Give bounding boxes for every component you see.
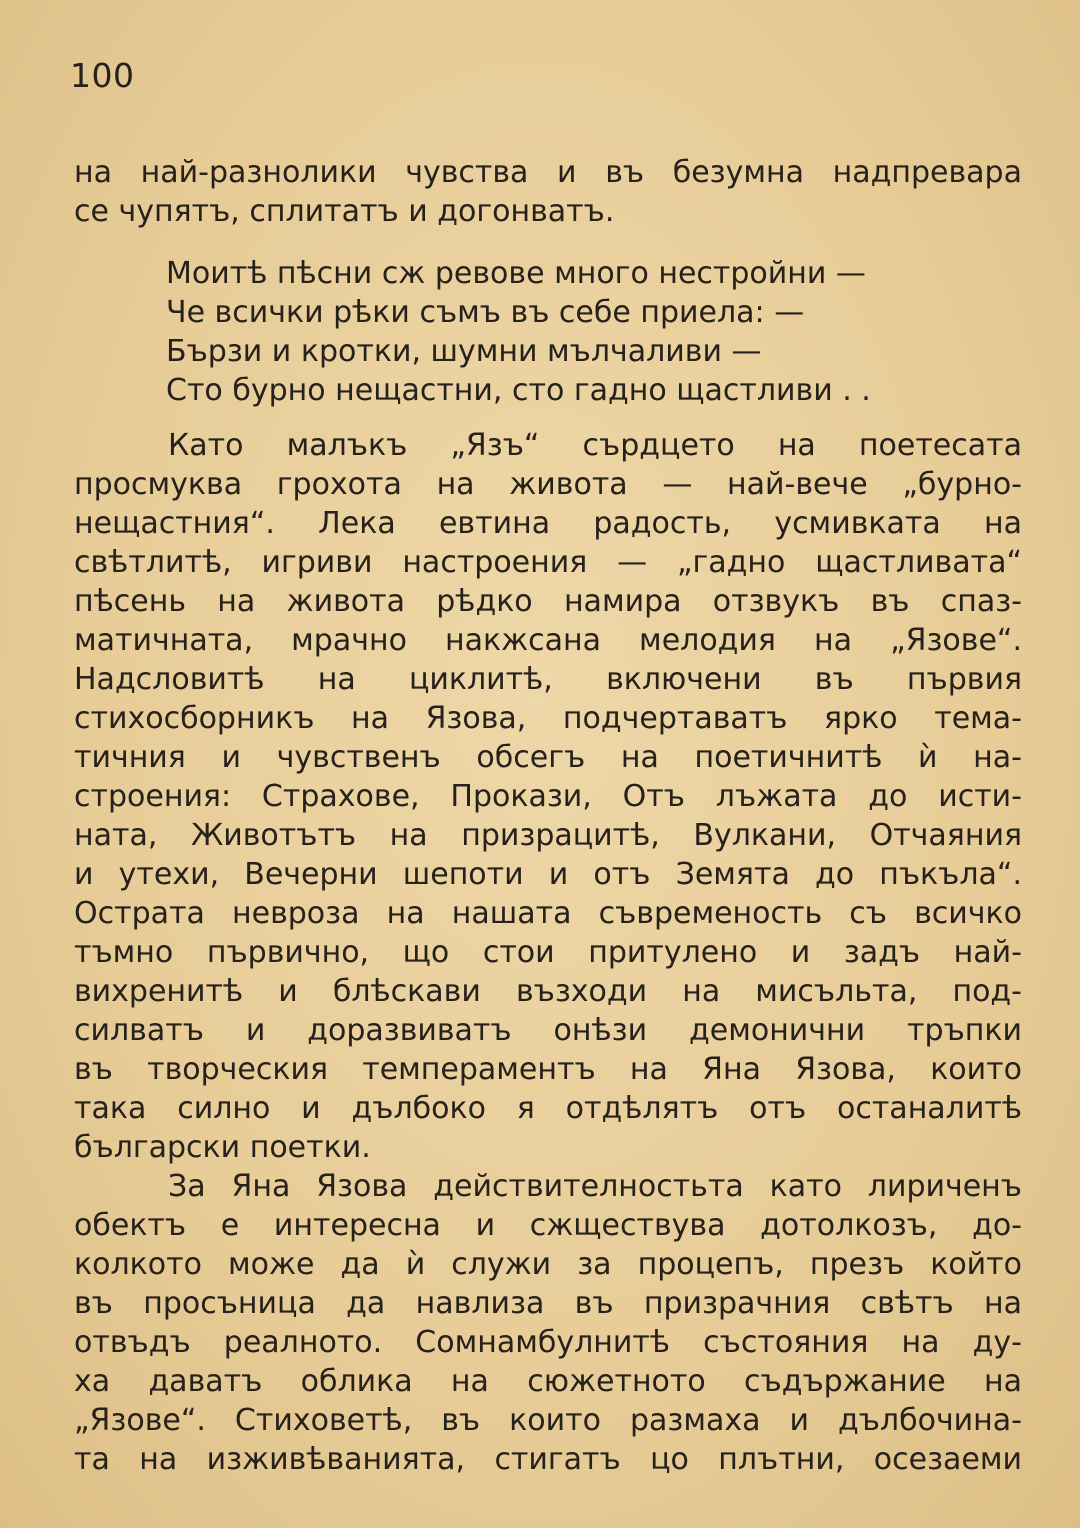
text-line: свѣтлитѣ, игриви настроения — „гадно щастливата“ xyxy=(74,545,1022,580)
text-line: въ просъница да навлиза въ призрачния свѣтъ на xyxy=(74,1286,1022,1321)
text-line: въ творческия темпераментъ на Яна Язова, които xyxy=(74,1052,1022,1087)
text-line: се чупятъ, сплитатъ и догонватъ. xyxy=(74,194,615,229)
text-line: обектъ е интересна и сжществува дотолкозъ, до- xyxy=(74,1208,1022,1243)
text-line: просмуква грохота на живота — най-вече „бурно- xyxy=(74,467,1022,502)
text-line: Като малъкъ „Язъ“ сърдцето на поетесата xyxy=(168,428,1022,463)
poem-line: Сто бурно нещастни, сто гадно щастливи . . xyxy=(166,373,871,408)
poem-line: Че всички рѣки съмъ въ себе приела: — xyxy=(166,295,805,330)
text-line: пѣсень на живота рѣдко намира отзвукъ въ спаз- xyxy=(74,584,1022,619)
intro-paragraph xyxy=(74,153,1022,231)
text-line: та на изживѣванията, стигатъ цо плътни, осезаеми xyxy=(74,1442,1022,1477)
text-line: силватъ и доразвиватъ онѣзи демонични тръпки xyxy=(74,1013,1022,1048)
text-line: тичния и чувственъ обсегъ на поетичнитѣ ѝ на- xyxy=(74,740,1022,775)
text-line: Острата невроза на нашата съвременость съ всичко xyxy=(74,896,1022,931)
paragraph-1 xyxy=(74,426,1022,1167)
text-line: За Яна Язова действителностьта като лириченъ xyxy=(168,1169,1022,1204)
poem-line: Моитѣ пѣсни сж ревове много нестройни — xyxy=(166,256,866,291)
text-line: отвъдъ реалното. Сомнамбулнитѣ състояния на ду- xyxy=(74,1325,1022,1360)
text-line: и утехи, Вечерни шепоти и отъ Земята до пъкъла“. xyxy=(74,857,1022,892)
text-line: Надсловитѣ на циклитѣ, включени въ първия xyxy=(74,662,1022,697)
text-line: ха даватъ облика на сюжетното съдържание на xyxy=(74,1364,1022,1399)
text-line: нещастния“. Лека евтина радость, усмивката на xyxy=(74,506,1022,541)
text-line: „Язове“. Стиховетѣ, въ които размаха и дълбочина- xyxy=(74,1403,1022,1438)
text-line: колкото може да ѝ служи за процепъ, презъ който xyxy=(74,1247,1022,1282)
text-line: вихренитѣ и блѣскави възходи на мисъльта, под- xyxy=(74,974,1022,1009)
text-line: български поетки. xyxy=(74,1130,371,1165)
text-line: така силно и дълбоко я отдѣлятъ отъ останалитѣ xyxy=(74,1091,1022,1126)
text-line: тъмно първично, що стои притулено и задъ най- xyxy=(74,935,1022,970)
text-line: стихосборникъ на Язова, подчертаватъ ярко тема- xyxy=(74,701,1022,736)
poem-line: Бързи и кротки, шумни мълчаливи — xyxy=(166,334,762,369)
text-line: матичната, мрачно накжсана мелодия на „Язове“. xyxy=(74,623,1022,658)
text-line: на най-разнолики чувства и въ безумна надпревара xyxy=(74,155,1022,190)
text-line: ната, Животътъ на призрацитѣ, Вулкани, Отчаяния xyxy=(74,818,1022,853)
poem-quote xyxy=(166,254,871,410)
page-number: 100 xyxy=(70,56,135,95)
text-line: строения: Страхове, Прокази, Отъ лъжата до исти- xyxy=(74,779,1022,814)
paragraph-2 xyxy=(74,1167,1022,1479)
